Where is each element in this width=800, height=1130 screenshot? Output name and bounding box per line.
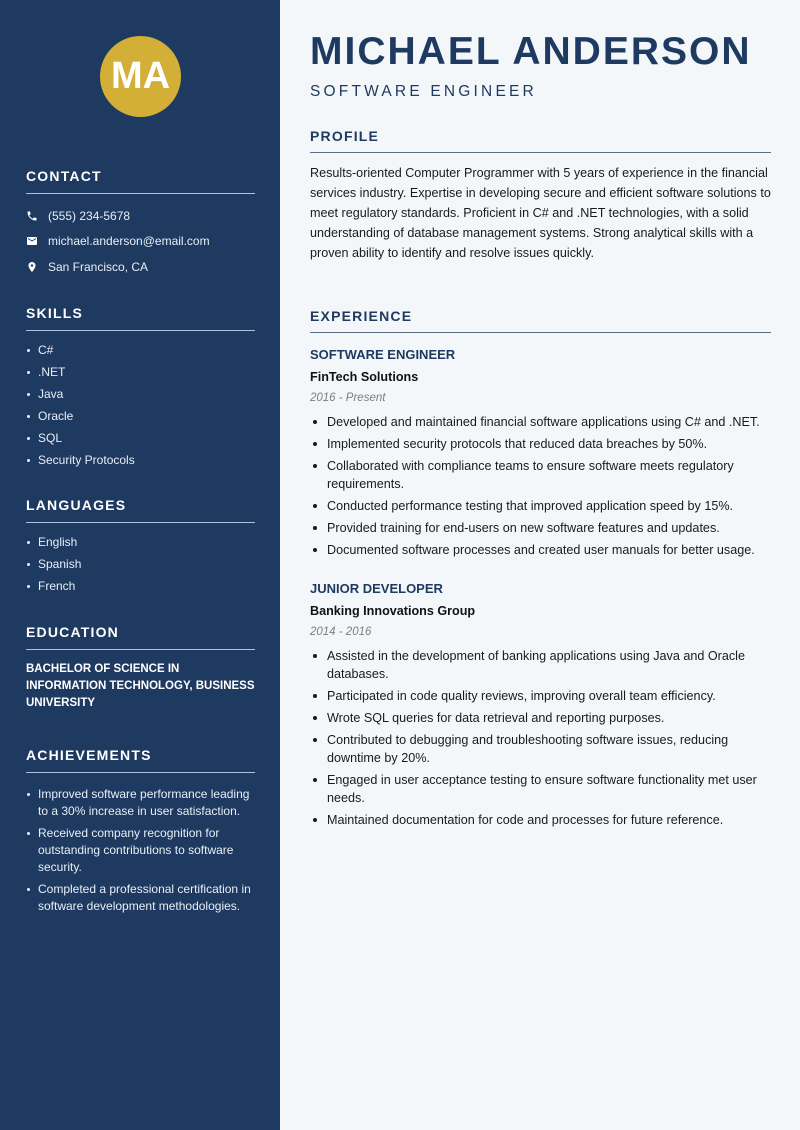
skill-item: C# [26,339,255,361]
job-entry [310,581,771,833]
achievements-section [26,747,255,920]
contact-phone[interactable] [26,203,255,229]
job-bullet: Engaged in user acceptance testing to ensure software functionality met user needs. [310,771,771,807]
location-text: San Francisco, CA [48,259,149,274]
phone-text: (555) 234-5678 [48,208,131,223]
job-dates: 2014 - 2016 [310,626,372,638]
job-bullet: Participated in code quality reviews, improving overall team efficiency. [310,687,771,705]
candidate-name: MICHAEL ANDERSON [310,30,752,73]
job-bullet: Maintained documentation for code and processes for future reference. [310,811,771,829]
job-company: FinTech Solutions [310,370,419,384]
achievement-item: Improved software performance leading to a 30% increase in user satisfaction. [26,786,255,820]
profile-text: Results-oriented Computer Programmer with 5 years of experience in the financial services industry. Expertise in developing secure and efficient software solutions to meet regulatory standards. Proficient in C# and .NET technologies, with a solid understanding of database management systems. Strong analytical skills with a proven ability to identify and resolve issues quickly. [310,166,771,260]
contact-location [26,254,255,280]
candidate-title: SOFTWARE ENGINEER [310,83,537,100]
job-title: JUNIOR DEVELOPER [310,581,443,596]
contact-section [26,168,255,280]
job-bullet: Implemented security protocols that reduced data breaches by 50%. [310,435,771,453]
skill-item: SQL [26,427,255,449]
skills-heading: SKILLS [26,305,255,331]
profile-section [310,128,771,263]
education-section [26,624,255,712]
email-text: michael.anderson@email.com [48,234,210,249]
job-bullet: Provided training for end-users on new software features and updates. [310,519,771,537]
language-item: Spanish [26,553,255,575]
languages-list [26,531,255,597]
education-heading: EDUCATION [26,624,255,650]
job-bullet: Wrote SQL queries for data retrieval and reporting purposes. [310,709,771,727]
achievements-list [26,786,255,915]
job-title: SOFTWARE ENGINEER [310,347,456,362]
profile-heading: PROFILE [310,128,771,153]
job-bullet: Contributed to debugging and troubleshooting software issues, reducing downtime by 20%. [310,731,771,767]
job-bullet: Conducted performance testing that improved application speed by 15%. [310,497,771,515]
contact-email[interactable] [26,229,255,255]
skill-item: Oracle [26,405,255,427]
email-icon [26,235,48,247]
education-degree: BACHELOR OF SCIENCE IN INFORMATION TECHNOLOGY, BUSINESS UNIVERSITY [26,663,255,709]
language-item: English [26,531,255,553]
sidebar [0,0,280,1130]
skills-section [26,305,255,471]
job-bullet: Collaborated with compliance teams to ensure software meets regulatory requirements. [310,457,771,493]
experience-section [310,308,771,333]
job-bullet: Documented software processes and created user manuals for better usage. [310,541,771,559]
job-bullet: Assisted in the development of banking applications using Java and Oracle databases. [310,647,771,683]
job-bullets [310,647,771,829]
job-company: Banking Innovations Group [310,604,476,618]
phone-icon [26,210,48,222]
achievement-item: Received company recognition for outstanding contributions to software security. [26,825,255,876]
job-bullets [310,413,771,559]
contact-heading: CONTACT [26,168,255,194]
job-entry [310,347,771,563]
skill-item: Security Protocols [26,449,255,471]
achievements-heading: ACHIEVEMENTS [26,747,255,773]
skill-item: Java [26,383,255,405]
language-item: French [26,575,255,597]
job-bullet: Developed and maintained financial software applications using C# and .NET. [310,413,771,431]
avatar [100,36,181,117]
languages-section [26,497,255,597]
achievement-item: Completed a professional certification in software development methodologies. [26,881,255,915]
avatar-initials: MA [110,55,171,97]
experience-heading: EXPERIENCE [310,308,771,333]
languages-heading: LANGUAGES [26,497,255,523]
skill-item: .NET [26,361,255,383]
location-icon [26,261,48,273]
skills-list [26,339,255,471]
job-dates: 2016 - Present [310,392,386,404]
